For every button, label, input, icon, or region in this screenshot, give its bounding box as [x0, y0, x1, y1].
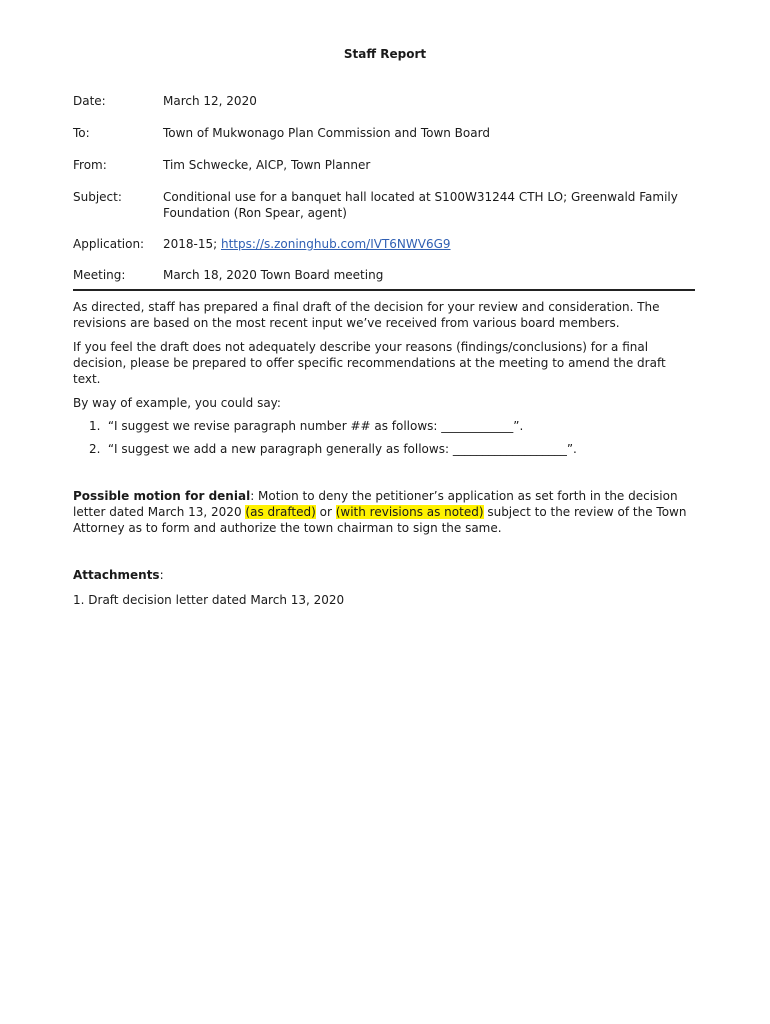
zoninghub-link[interactable]: https://s.zoninghub.com/IVT6NWV6G9	[221, 237, 451, 251]
application-label: Application:	[73, 237, 145, 251]
meeting-label: Meeting:	[73, 268, 126, 282]
page-title: Staff Report	[343, 47, 427, 61]
date-value: March 12, 2020	[163, 94, 257, 108]
option-with-revisions-highlight: (with revisions as noted)	[335, 505, 484, 519]
to-label: To:	[73, 126, 90, 140]
list-text: “I suggest we revise paragraph number ## as follows: ____________”.	[107, 419, 524, 433]
list-item	[89, 441, 689, 457]
motion-text-b: subject to the review of the Town Attorney as to form and authorize the town chairman to sign the same.	[73, 505, 687, 535]
list-number: 2.	[89, 442, 101, 456]
date-label: Date:	[73, 94, 106, 108]
subject-value: Conditional use for a banquet hall located at S100W31244 CTH LO; Greenwald Family Foundation (Ron Spear, agent)	[163, 190, 678, 220]
application-number: 2018-15;	[163, 237, 221, 251]
attachments-heading	[73, 567, 695, 583]
attachments-label: Attachments	[73, 568, 160, 582]
meeting-value: March 18, 2020 Town Board meeting	[163, 268, 384, 282]
motion-text-a: Motion to deny the petitioner’s application as set forth in the decision letter dated March 13, 2020	[73, 489, 678, 519]
attachments-colon: :	[159, 568, 164, 582]
motion-paragraph	[73, 488, 695, 536]
subject-label: Subject:	[73, 190, 122, 204]
motion-label: Possible motion for denial	[73, 489, 251, 503]
application-value	[163, 236, 695, 252]
motion-or: or	[315, 505, 336, 519]
attachment-item: 1. Draft decision letter dated March 13, 2020	[73, 593, 345, 607]
from-label: From:	[73, 158, 107, 172]
motion-colon: :	[250, 489, 259, 503]
recommendation-paragraph: If you feel the draft does not adequately describe your reasons (findings/conclusions) for a final decision, please be prepared to offer specific recommendations at the meeting to amend the draft text.	[73, 340, 666, 386]
header-divider	[73, 289, 695, 291]
intro-paragraph: As directed, staff has prepared a final draft of the decision for your review and consideration. The revisions are based on the most recent input we’ve received from various board members.	[73, 300, 660, 330]
option-as-drafted-highlight: (as drafted)	[245, 505, 316, 519]
example-intro: By way of example, you could say:	[73, 396, 281, 410]
from-value: Tim Schwecke, AICP, Town Planner	[163, 158, 371, 172]
list-number: 1.	[89, 419, 101, 433]
list-item	[89, 418, 689, 434]
list-text: “I suggest we add a new paragraph generally as follows: ___________________”.	[107, 442, 577, 456]
to-value: Town of Mukwonago Plan Commission and Town Board	[163, 126, 490, 140]
